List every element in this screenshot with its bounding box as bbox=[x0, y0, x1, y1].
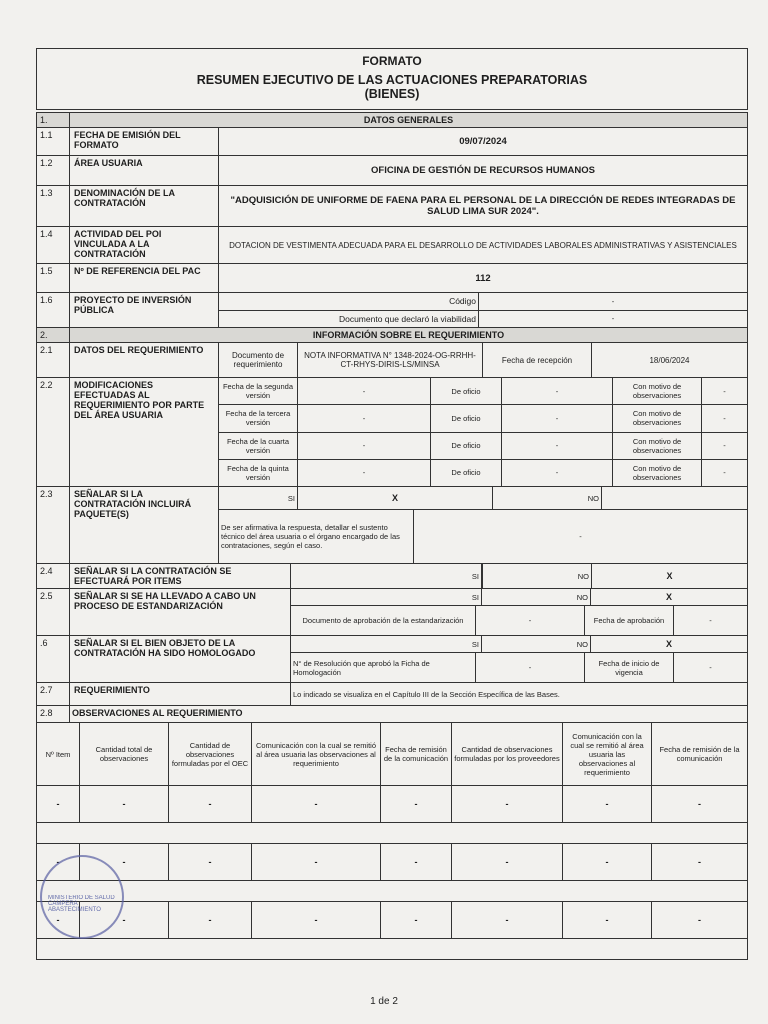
section-2-header bbox=[36, 328, 748, 343]
observation-cell: - bbox=[452, 844, 563, 880]
stamp-line: CAMPERA bbox=[48, 901, 78, 907]
homologation-doc-label: N° de Resolución que aprobó la Ficha de Homologación bbox=[291, 653, 476, 682]
modification-cell: - bbox=[502, 460, 613, 486]
row-number: 1.6 bbox=[37, 293, 70, 327]
no-label: NO bbox=[482, 589, 591, 605]
observations-header-cell: Fecha de remisión de la comunicación bbox=[659, 745, 740, 763]
yes-label: SI bbox=[291, 636, 482, 652]
modification-cell: - bbox=[723, 413, 726, 423]
package-note: De ser afirmativa la respuesta, detallar el sustento técnico del área usuaria o el órgano encargado de las contrataciones, según el caso. bbox=[219, 510, 414, 563]
observation-cell: - bbox=[698, 915, 701, 925]
observation-cell: - bbox=[37, 902, 80, 938]
stamp-line: ABASTECIMIENTO bbox=[48, 907, 101, 913]
modification-cell: - bbox=[502, 405, 613, 431]
modification-cell: Con motivo de observaciones bbox=[613, 433, 702, 459]
row-1-4 bbox=[36, 227, 748, 264]
row-label: DENOMINACIÓN DE LA CONTRATACIÓN bbox=[70, 186, 219, 226]
row-number: 1.4 bbox=[37, 227, 70, 263]
observation-spacer-row bbox=[36, 823, 748, 844]
observation-cell: - bbox=[169, 844, 252, 880]
emission-date: 09/07/2024 bbox=[459, 136, 507, 147]
standardization-doc-label: Documento de aprobación de la estandarización bbox=[291, 606, 476, 635]
row-2-3 bbox=[36, 487, 748, 564]
row-label: OBSERVACIONES AL REQUERIMIENTO bbox=[72, 708, 243, 718]
row-2-4 bbox=[36, 564, 748, 589]
req-doc-value: NOTA INFORMATIVA N° 1348-2024-OG-RRHH-CT-RHYS-DIRIS-LS/MINSA bbox=[298, 343, 483, 377]
row-label: SEÑALAR SI SE HA LLEVADO A CABO UN PROCESO DE ESTANDARIZACIÓN bbox=[70, 589, 291, 635]
row-2-7 bbox=[36, 683, 748, 706]
modification-cell: - bbox=[502, 378, 613, 404]
section-title: INFORMACIÓN SOBRE EL REQUERIMIENTO bbox=[312, 330, 505, 340]
row-2-1 bbox=[36, 343, 748, 378]
row-2-8 bbox=[36, 706, 748, 723]
yes-label: SI bbox=[291, 589, 482, 605]
document-page bbox=[36, 48, 748, 960]
modification-cell: - bbox=[298, 433, 431, 459]
row-number: .6 bbox=[37, 636, 70, 682]
row-number: 1.1 bbox=[37, 128, 70, 155]
observation-cell: - bbox=[80, 844, 169, 880]
observation-row bbox=[36, 786, 748, 823]
observation-cell: - bbox=[381, 902, 452, 938]
reception-date-value: 18/06/2024 bbox=[649, 355, 690, 365]
observations-body bbox=[36, 786, 748, 960]
observations-header-cell: Fecha de remisión de la comunicación bbox=[381, 723, 452, 785]
row-1-2 bbox=[36, 156, 748, 186]
row-number: 1.5 bbox=[37, 264, 70, 292]
modification-cell: Con motivo de observaciones bbox=[613, 405, 702, 431]
row-label: SEÑALAR SI LA CONTRATACIÓN SE EFECTUARÁ POR ITEMS bbox=[70, 564, 291, 588]
modification-cell: - bbox=[502, 433, 613, 459]
observation-cell: - bbox=[169, 786, 252, 822]
modification-cell: De oficio bbox=[431, 433, 502, 459]
row-2-5 bbox=[36, 589, 748, 636]
row-number: 2.3 bbox=[37, 487, 70, 563]
modification-row bbox=[219, 433, 747, 460]
observation-cell: - bbox=[563, 844, 652, 880]
observation-cell: - bbox=[381, 844, 452, 880]
row-label: REQUERIMIENTO bbox=[70, 683, 291, 705]
approval-date-value: - bbox=[709, 616, 712, 625]
viability-doc-value: - bbox=[611, 314, 615, 324]
modification-cell: Fecha de la cuarta versión bbox=[219, 433, 298, 459]
observations-header-cell: Cantidad de observaciones formuladas por los proveedores bbox=[452, 723, 563, 785]
no-mark: X bbox=[666, 571, 673, 581]
viability-doc-label: Documento que declaró la viabilidad bbox=[219, 311, 479, 328]
modifications-table bbox=[219, 378, 747, 486]
observation-cell: - bbox=[563, 786, 652, 822]
observations-header bbox=[36, 723, 748, 786]
modification-cell: - bbox=[723, 468, 726, 478]
modification-cell: Con motivo de observaciones bbox=[613, 460, 702, 486]
modification-cell: Con motivo de observaciones bbox=[613, 378, 702, 404]
modification-cell: Fecha de la tercera versión bbox=[219, 405, 298, 431]
modification-row bbox=[219, 378, 747, 405]
row-number: 1.2 bbox=[37, 156, 70, 185]
row-label: ÁREA USUARIA bbox=[70, 156, 219, 185]
row-number: 2.8 bbox=[37, 706, 70, 722]
observation-cell: - bbox=[698, 799, 701, 809]
section-1-header bbox=[36, 112, 748, 128]
observation-spacer-row bbox=[36, 881, 748, 902]
no-mark bbox=[602, 487, 747, 509]
observation-cell: - bbox=[252, 844, 381, 880]
section-number: 1. bbox=[37, 113, 70, 127]
row-number: 2.5 bbox=[37, 589, 70, 635]
modification-cell: - bbox=[298, 378, 431, 404]
reception-date-label: Fecha de recepción bbox=[483, 343, 592, 377]
contract-name: "ADQUISICIÓN DE UNIFORME DE FAENA PARA EL PERSONAL DE LA DIRECCIÓN DE REDES INTEGRADAS DE SALUD LIMA SUR 2024". bbox=[230, 195, 736, 217]
observation-row bbox=[36, 844, 748, 881]
document-header bbox=[36, 48, 748, 110]
row-2-6 bbox=[36, 636, 748, 683]
observation-cell: - bbox=[169, 902, 252, 938]
modification-row bbox=[219, 460, 747, 486]
modification-row bbox=[219, 405, 747, 432]
modification-cell: De oficio bbox=[431, 405, 502, 431]
stamp-line: MINISTERIO DE SALUD bbox=[48, 895, 115, 901]
observation-cell: - bbox=[37, 844, 80, 880]
modification-cell: - bbox=[723, 441, 726, 451]
row-label: ACTIVIDAD DEL POI VINCULADA A LA CONTRATACIÓN bbox=[70, 227, 219, 263]
row-1-6 bbox=[36, 293, 748, 328]
document-title: RESUMEN EJECUTIVO DE LAS ACTUACIONES PREPARATORIAS bbox=[196, 73, 588, 87]
row-number: 2.7 bbox=[37, 683, 70, 705]
homologation-doc-value: - bbox=[476, 653, 585, 682]
observation-cell: - bbox=[80, 902, 169, 938]
yes-label: SI bbox=[219, 487, 298, 509]
observation-cell: - bbox=[563, 902, 652, 938]
row-1-5 bbox=[36, 264, 748, 293]
poi-activity: DOTACION DE VESTIMENTA ADECUADA PARA EL DESARROLLO DE ACTIVIDADES LABORALES ADMINISTRATIVAS Y ASISTENCIALES bbox=[229, 240, 737, 250]
row-number: 2.2 bbox=[37, 378, 70, 486]
modification-cell: - bbox=[298, 405, 431, 431]
section-title: DATOS GENERALES bbox=[363, 115, 454, 125]
observations-header-cell: Comunicación con la cual se remitió al área usuaria las observaciones al requerimiento bbox=[252, 723, 381, 785]
row-label: DATOS DEL REQUERIMIENTO bbox=[70, 343, 219, 377]
observation-cell: - bbox=[698, 857, 701, 867]
observations-header-cell: Nº Item bbox=[37, 723, 80, 785]
user-area: OFICINA DE GESTIÓN DE RECURSOS HUMANOS bbox=[371, 165, 595, 176]
no-label: NO bbox=[482, 636, 591, 652]
standardization-doc-value: - bbox=[476, 606, 585, 635]
modification-cell: De oficio bbox=[431, 460, 502, 486]
row-1-3 bbox=[36, 186, 748, 227]
no-mark: X bbox=[665, 639, 672, 649]
observation-cell: - bbox=[252, 786, 381, 822]
yes-label: SI bbox=[291, 564, 482, 588]
observation-cell: - bbox=[37, 786, 80, 822]
requirement-value: Lo indicado se visualiza en el Capítulo III de la Sección Específica de las Bases. bbox=[293, 689, 560, 699]
modification-cell: Fecha de la quinta versión bbox=[219, 460, 298, 486]
code-label: Código bbox=[219, 293, 479, 310]
observations-header-cell: Cantidad total de observaciones bbox=[80, 723, 169, 785]
row-number: 2.4 bbox=[37, 564, 70, 588]
observation-cell: - bbox=[452, 786, 563, 822]
validity-date-label: Fecha de inicio de vigencia bbox=[585, 653, 674, 682]
row-2-2 bbox=[36, 378, 748, 487]
no-label: NO bbox=[483, 564, 592, 588]
validity-date-value: - bbox=[709, 663, 712, 672]
row-label: FECHA DE EMISIÓN DEL FORMATO bbox=[70, 128, 219, 155]
row-label: PROYECTO DE INVERSIÓN PÚBLICA bbox=[70, 293, 219, 327]
no-label: NO bbox=[493, 487, 602, 509]
no-mark: X bbox=[665, 592, 672, 602]
approval-date-label: Fecha de aprobación bbox=[585, 606, 674, 635]
modification-cell: De oficio bbox=[431, 378, 502, 404]
observation-cell: - bbox=[381, 786, 452, 822]
row-1-1 bbox=[36, 128, 748, 156]
section-number: 2. bbox=[37, 328, 70, 342]
row-number: 2.1 bbox=[37, 343, 70, 377]
observation-cell: - bbox=[252, 902, 381, 938]
observation-cell: - bbox=[80, 786, 169, 822]
package-note-value: - bbox=[579, 532, 582, 541]
format-title: FORMATO bbox=[362, 54, 422, 68]
pac-reference: 112 bbox=[475, 272, 491, 284]
stamp-text bbox=[48, 895, 115, 913]
modification-cell: - bbox=[723, 386, 726, 396]
observation-row bbox=[36, 902, 748, 939]
yes-mark: X bbox=[298, 487, 493, 509]
observations-header-cell: Cantidad de observaciones formuladas por el OEC bbox=[169, 723, 252, 785]
observation-spacer-row bbox=[36, 939, 748, 960]
observation-cell: - bbox=[452, 902, 563, 938]
row-number: 1.3 bbox=[37, 186, 70, 226]
row-label: Nº DE REFERENCIA DEL PAC bbox=[70, 264, 219, 292]
modification-cell: Fecha de la segunda versión bbox=[219, 378, 298, 404]
row-label: MODIFICACIONES EFECTUADAS AL REQUERIMIENTO POR PARTE DEL ÁREA USUARIA bbox=[70, 378, 219, 486]
req-doc-label: Documento de requerimiento bbox=[219, 343, 298, 377]
modification-cell: - bbox=[298, 460, 431, 486]
page-number: 1 de 2 bbox=[370, 996, 398, 1007]
row-label: SEÑALAR SI LA CONTRATACIÓN INCLUIRÁ PAQUETE(S) bbox=[70, 487, 219, 563]
code-value: - bbox=[611, 296, 615, 306]
observations-header-cell: Comunicación con la cual se remitió al área usuaria las observaciones al requerimiento bbox=[563, 723, 652, 785]
row-label: SEÑALAR SI EL BIEN OBJETO DE LA CONTRATACIÓN HA SIDO HOMOLOGADO bbox=[70, 636, 291, 682]
document-subtitle: (BIENES) bbox=[364, 87, 420, 101]
